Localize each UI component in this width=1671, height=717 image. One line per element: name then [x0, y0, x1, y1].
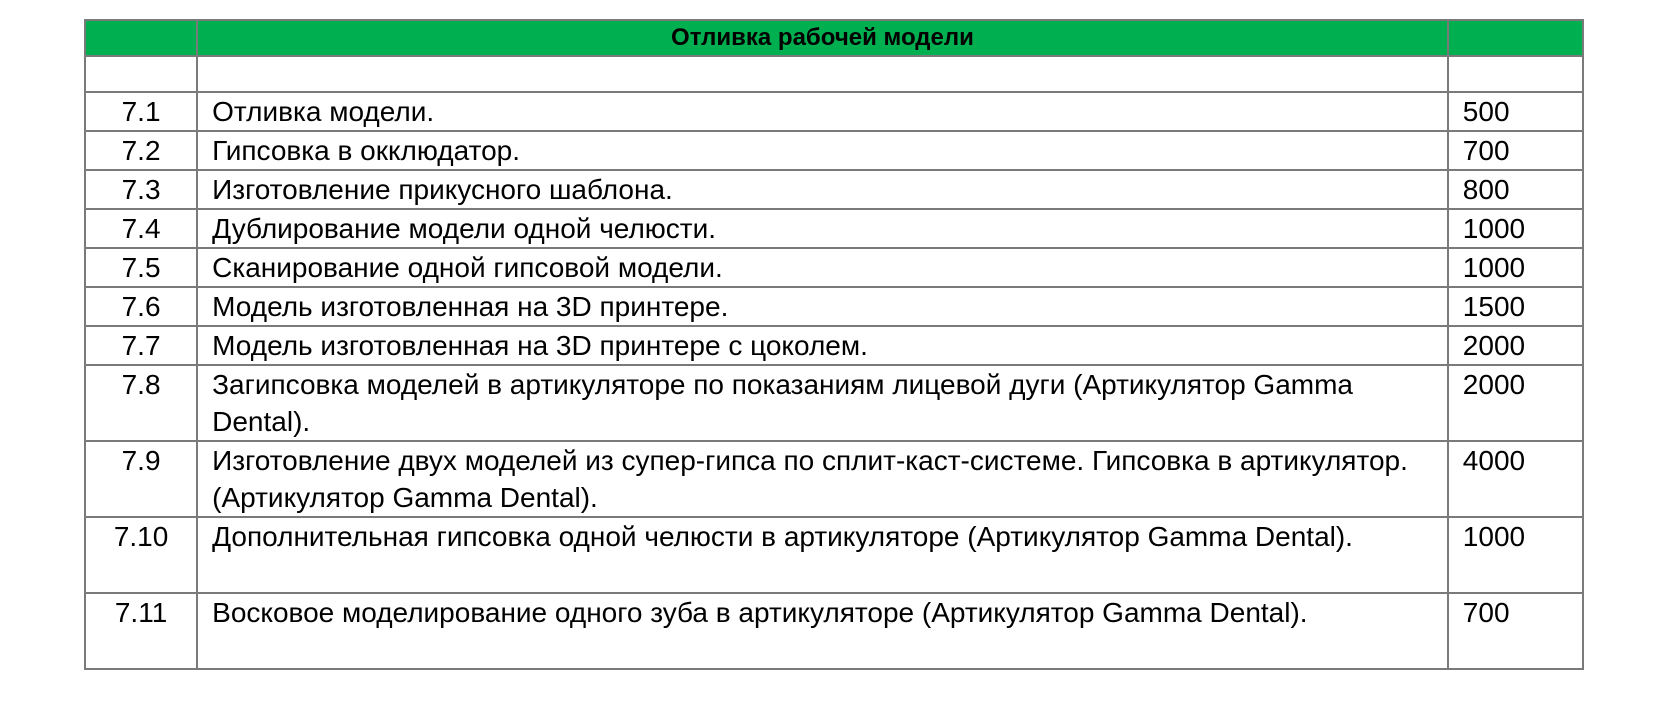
item-number: 7.5: [85, 248, 197, 287]
item-price: 4000: [1448, 441, 1583, 517]
empty-row: [85, 56, 1583, 92]
item-description: Отливка модели.: [197, 92, 1448, 131]
table-row: [85, 326, 1583, 365]
item-price: 1500: [1448, 287, 1583, 326]
item-price: 1000: [1448, 248, 1583, 287]
item-number: 7.2: [85, 131, 197, 170]
table-row: [85, 170, 1583, 209]
item-description: Изготовление двух моделей из супер-гипса по сплит-каст-системе. Гипсовка в артикулятор. (Артикулятор Gamma Dental).: [197, 441, 1448, 517]
table-row: [85, 92, 1583, 131]
header-price-cell: [1448, 20, 1583, 56]
item-description: Модель изготовленная на 3D принтере.: [197, 287, 1448, 326]
item-description: Модель изготовленная на 3D принтере с цоколем.: [197, 326, 1448, 365]
item-description: Дублирование модели одной челюсти.: [197, 209, 1448, 248]
item-number: 7.11: [85, 593, 197, 669]
item-description: Гипсовка в окклюдатор.: [197, 131, 1448, 170]
item-price: 2000: [1448, 326, 1583, 365]
section-title: Отливка рабочей модели: [197, 20, 1448, 56]
table-row: [85, 593, 1583, 669]
item-number: 7.6: [85, 287, 197, 326]
item-number: 7.8: [85, 365, 197, 441]
table-row: [85, 441, 1583, 517]
item-description: Изготовление прикусного шаблона.: [197, 170, 1448, 209]
empty-cell: [1448, 56, 1583, 92]
header-num-cell: [85, 20, 197, 56]
item-price: 800: [1448, 170, 1583, 209]
table-row: [85, 131, 1583, 170]
item-price: 500: [1448, 92, 1583, 131]
item-description: Восковое моделирование одного зуба в артикуляторе (Артикулятор Gamma Dental).: [197, 593, 1448, 669]
item-price: 1000: [1448, 209, 1583, 248]
item-price: 700: [1448, 131, 1583, 170]
table-row: [85, 517, 1583, 593]
table-row: [85, 209, 1583, 248]
item-description: Загипсовка моделей в артикуляторе по показаниям лицевой дуги (Артикулятор Gamma Dental).: [197, 365, 1448, 441]
item-price: 2000: [1448, 365, 1583, 441]
price-table: [84, 19, 1584, 670]
item-number: 7.4: [85, 209, 197, 248]
table-row: [85, 365, 1583, 441]
empty-cell: [197, 56, 1448, 92]
item-price: 1000: [1448, 517, 1583, 593]
item-description: Дополнительная гипсовка одной челюсти в артикуляторе (Артикулятор Gamma Dental).: [197, 517, 1448, 593]
item-number: 7.1: [85, 92, 197, 131]
item-number: 7.3: [85, 170, 197, 209]
section-header-row: [85, 20, 1583, 56]
empty-cell: [85, 56, 197, 92]
table-row: [85, 248, 1583, 287]
item-description: Сканирование одной гипсовой модели.: [197, 248, 1448, 287]
item-number: 7.7: [85, 326, 197, 365]
table-row: [85, 287, 1583, 326]
item-price: 700: [1448, 593, 1583, 669]
item-number: 7.9: [85, 441, 197, 517]
item-number: 7.10: [85, 517, 197, 593]
